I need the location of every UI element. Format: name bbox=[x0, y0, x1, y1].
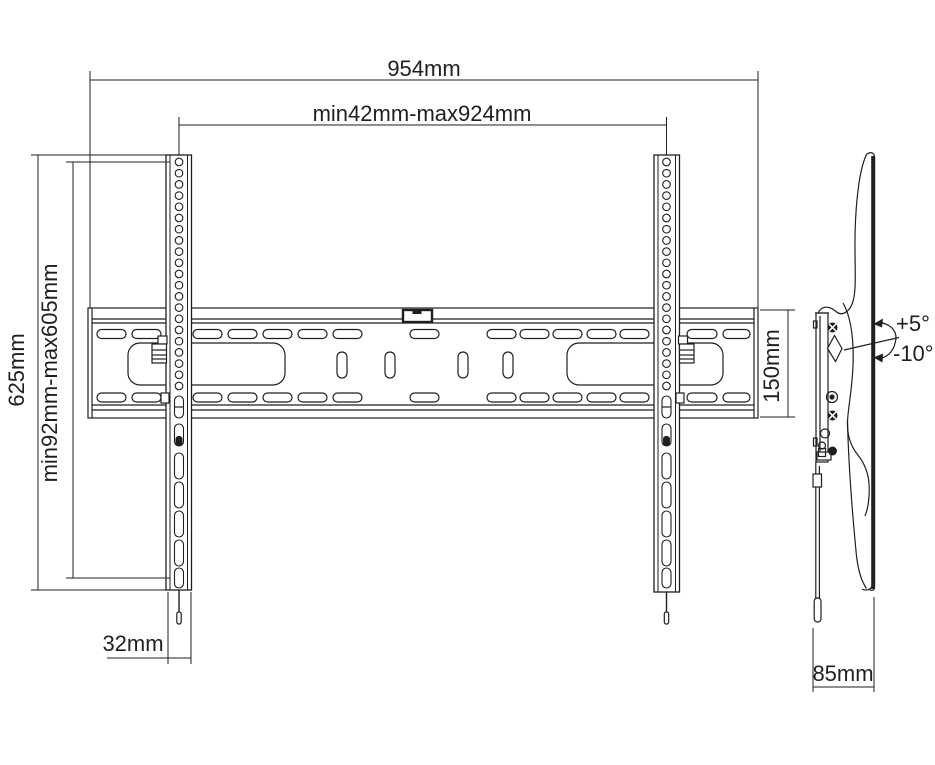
vesa-hole bbox=[663, 259, 671, 267]
vesa-hole bbox=[663, 169, 671, 177]
hole-range-height-label: min92mm-max605mm bbox=[37, 263, 62, 483]
right-pull-cord-tip bbox=[664, 612, 668, 624]
vesa-hole bbox=[663, 360, 671, 368]
vesa-hole bbox=[663, 248, 671, 256]
right-clamp-square bbox=[676, 393, 684, 403]
vesa-hole bbox=[175, 349, 183, 357]
carriage-bolt bbox=[663, 436, 670, 446]
vesa-hole bbox=[175, 158, 183, 166]
carriage-bolt bbox=[176, 436, 183, 446]
vesa-hole bbox=[175, 181, 183, 189]
vesa-hole bbox=[663, 192, 671, 200]
dimension-depth bbox=[812, 597, 874, 692]
vesa-hole bbox=[175, 360, 183, 368]
vesa-hole bbox=[663, 293, 671, 301]
left-clamp-square bbox=[161, 393, 169, 403]
bracket-slot bbox=[662, 540, 671, 566]
vesa-hole bbox=[663, 326, 671, 334]
tilt-knob-icon bbox=[828, 336, 843, 362]
vesa-hole bbox=[663, 203, 671, 211]
bracket-width-label: 32mm bbox=[102, 631, 164, 656]
rail-height-label: 150mm bbox=[759, 329, 784, 403]
vesa-hole bbox=[175, 192, 183, 200]
bracket-slot bbox=[662, 568, 671, 588]
tilt-up-label: +5° bbox=[896, 311, 930, 336]
dimension-rail-height bbox=[759, 310, 795, 417]
vesa-hole bbox=[663, 270, 671, 278]
vesa-hole bbox=[175, 259, 183, 267]
vesa-hole bbox=[663, 214, 671, 222]
tv-plate-lower-edge bbox=[848, 421, 867, 589]
side-wall-plate bbox=[814, 313, 832, 462]
vesa-hole bbox=[663, 382, 671, 390]
vesa-hole bbox=[175, 203, 183, 211]
bracket-slot bbox=[175, 540, 184, 566]
left-tv-bracket bbox=[166, 155, 192, 624]
rivet-icon bbox=[828, 447, 837, 456]
bracket-slot bbox=[175, 453, 184, 479]
depth-label: 85mm bbox=[812, 661, 874, 686]
bubble-level bbox=[403, 310, 432, 322]
release-pull-rod bbox=[813, 462, 822, 622]
vesa-hole bbox=[175, 169, 183, 177]
bracket-slot bbox=[662, 453, 671, 479]
vesa-hole bbox=[175, 214, 183, 222]
right-bracket-slot-strip bbox=[662, 396, 671, 588]
bracket-slot bbox=[175, 482, 184, 508]
vesa-hole bbox=[663, 304, 671, 312]
left-bracket-slot-strip bbox=[175, 396, 184, 588]
vesa-hole bbox=[175, 225, 183, 233]
tilt-down-label: -10° bbox=[893, 341, 934, 366]
vesa-hole bbox=[663, 337, 671, 345]
bracket-slot bbox=[662, 482, 671, 508]
vesa-hole bbox=[663, 315, 671, 323]
vesa-hole bbox=[175, 326, 183, 334]
bubble-level-vial bbox=[413, 311, 422, 315]
dimension-bracket-spacing bbox=[179, 101, 667, 155]
side-view bbox=[813, 153, 934, 622]
front-view bbox=[88, 155, 758, 624]
vesa-hole bbox=[663, 349, 671, 357]
vesa-hole bbox=[175, 371, 183, 379]
vesa-hole bbox=[663, 281, 671, 289]
tv-plate-upper-edge bbox=[817, 155, 867, 320]
vesa-hole bbox=[663, 371, 671, 379]
dimension-bracket-width bbox=[102, 592, 191, 664]
tilt-arm-edge bbox=[843, 303, 869, 516]
right-bracket-hole-strip bbox=[663, 158, 671, 390]
left-pull-cord-tip bbox=[177, 612, 181, 624]
vesa-hole bbox=[175, 304, 183, 312]
bracket-spacing-label: min42mm-max924mm bbox=[312, 101, 532, 126]
vesa-hole bbox=[175, 248, 183, 256]
tilt-annotation bbox=[844, 311, 934, 366]
vesa-hole bbox=[663, 225, 671, 233]
bracket-slot bbox=[175, 568, 184, 588]
vesa-hole bbox=[175, 281, 183, 289]
vesa-hole bbox=[175, 315, 183, 323]
bracket-slot bbox=[662, 511, 671, 537]
vesa-hole bbox=[175, 293, 183, 301]
vesa-hole bbox=[175, 237, 183, 245]
vesa-hole bbox=[663, 181, 671, 189]
vesa-hole bbox=[175, 382, 183, 390]
vesa-hole bbox=[663, 158, 671, 166]
total-width-label: 954mm bbox=[387, 56, 461, 81]
vesa-hole bbox=[175, 270, 183, 278]
right-tv-bracket bbox=[654, 155, 680, 624]
left-bracket-hole-strip bbox=[175, 158, 183, 390]
bracket-slot bbox=[175, 511, 184, 537]
vesa-hole bbox=[175, 337, 183, 345]
total-height-label: 625mm bbox=[4, 333, 29, 407]
vesa-hole bbox=[663, 237, 671, 245]
